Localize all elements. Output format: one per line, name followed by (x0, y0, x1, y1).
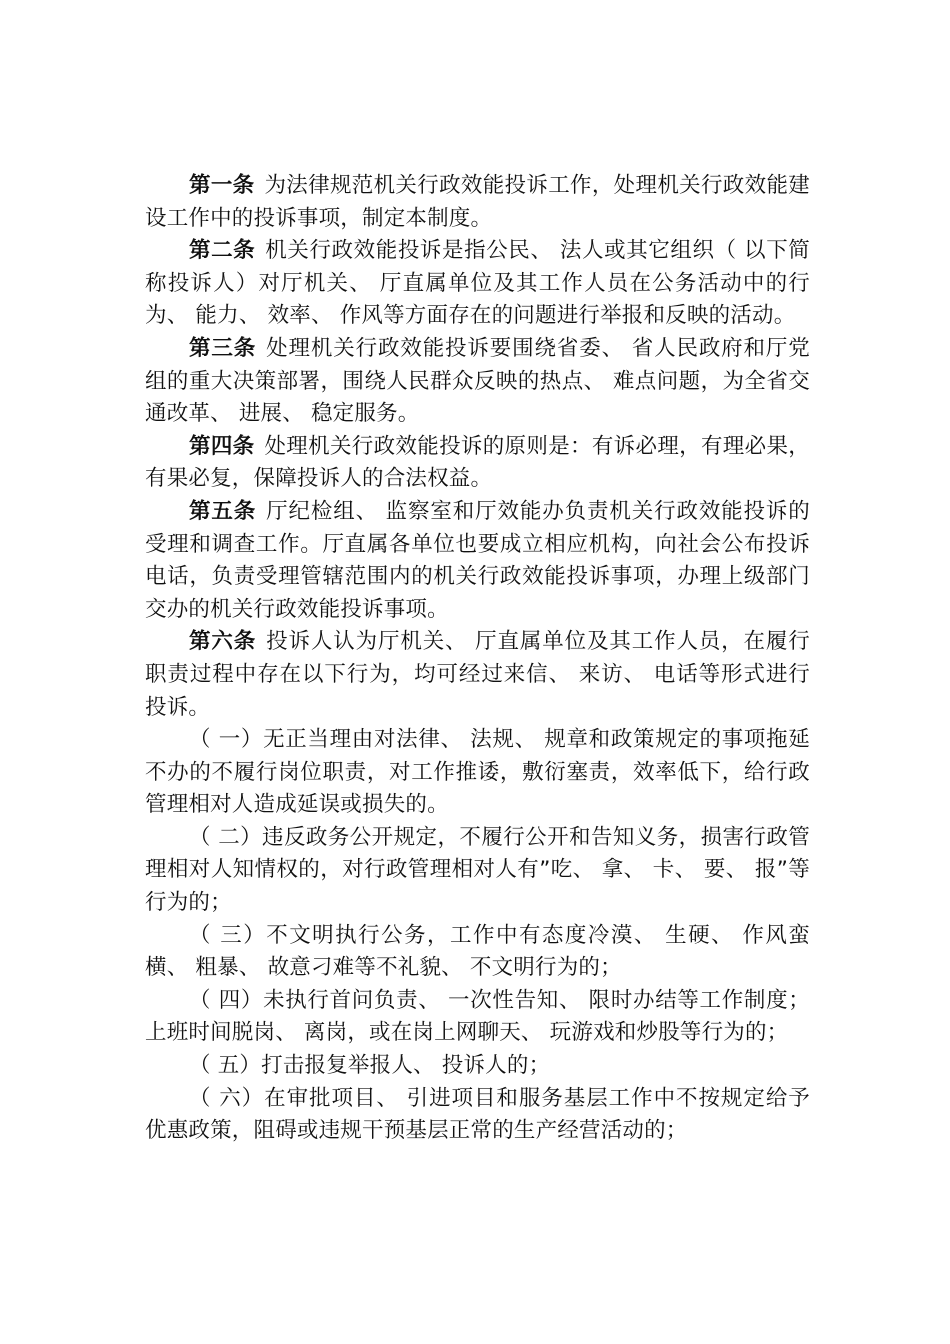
list-item-3: （ 三）不文明执行公务，工作中有态度冷漠、 生硬、 作风蛮横、 粗暴、 故意刁难等不礼貌、 不文明行为的； (145, 922, 810, 981)
article-text: 处理机关行政效能投诉要围绕省委、 省人民政府和厅党组的重大决策部署，围绕人民群众反映的热点、 难点问题，为全省交通改革、 进展、 稳定服务。 (145, 335, 810, 427)
article-5 (145, 496, 810, 626)
document-body (145, 170, 810, 1148)
article-1 (145, 170, 810, 235)
article-heading: 第四条 (189, 433, 255, 459)
list-item-4: （ 四）未执行首问负责、 一次性告知、 限时办结等工作制度；上班时间脱岗、 离岗，或在岗上网聊天、 玩游戏和炒股等行为的； (145, 987, 810, 1046)
article-heading: 第一条 (189, 173, 255, 198)
article-heading: 第二条 (189, 238, 256, 264)
article-2 (145, 235, 810, 333)
article-heading: 第三条 (189, 335, 257, 361)
list-item-2: （ 二）违反政务公开规定，不履行公开和告知义务，损害行政管理相对人知情权的，对行政管理相对人有”吃、 拿、 卡、 要、 报”等行为的； (145, 824, 810, 916)
article-text: 处理机关行政效能投诉的原则是：有诉必理，有理必果，有果必复，保障投诉人的合法权益。 (145, 433, 810, 492)
article-6 (145, 626, 810, 724)
list-item-6: （ 六）在审批项目、 引进项目和服务基层工作中不按规定给予优惠政策，阻碍或违规干预基层正常的生产经营活动的； (145, 1085, 810, 1144)
article-text: 机关行政效能投诉是指公民、 法人或其它组织（ 以下简称投诉人）对厅机关、 厅直属单位及其工作人员在公务活动中的行为、 能力、 效率、 作风等方面存在的问题进行举报和反映的活动。 (145, 238, 810, 329)
article-3 (145, 333, 810, 431)
list-item-1: （ 一）无正当理由对法律、 法规、 规章和政策规定的事项拖延不办的不履行岗位职责，对工作推诿，敷衍塞责，效率低下，给行政管理相对人造成延误或损失的。 (145, 727, 810, 818)
article-text: 厅纪检组、 监察室和厅效能办负责机关行政效能投诉的受理和调查工作。厅直属各单位也要成立相应机构，向社会公布投诉电话，负责受理管辖范围内的机关行政效能投诉事项，办理上级部门交办的机关行政效能投诉事项。 (145, 498, 810, 622)
article-text: 为法律规范机关行政效能投诉工作，处理机关行政效能建设工作中的投诉事项，制定本制度。 (145, 173, 810, 231)
article-4 (145, 431, 810, 496)
article-heading: 第五条 (189, 498, 257, 524)
list-item-5: （ 五）打击报复举报人、 投诉人的； (189, 1053, 551, 1079)
article-heading: 第六条 (189, 629, 257, 655)
article-text: 投诉人认为厅机关、 厅直属单位及其工作人员，在履行职责过程中存在以下行为，均可经过来信、 来访、 电话等形式进行投诉。 (145, 629, 810, 720)
